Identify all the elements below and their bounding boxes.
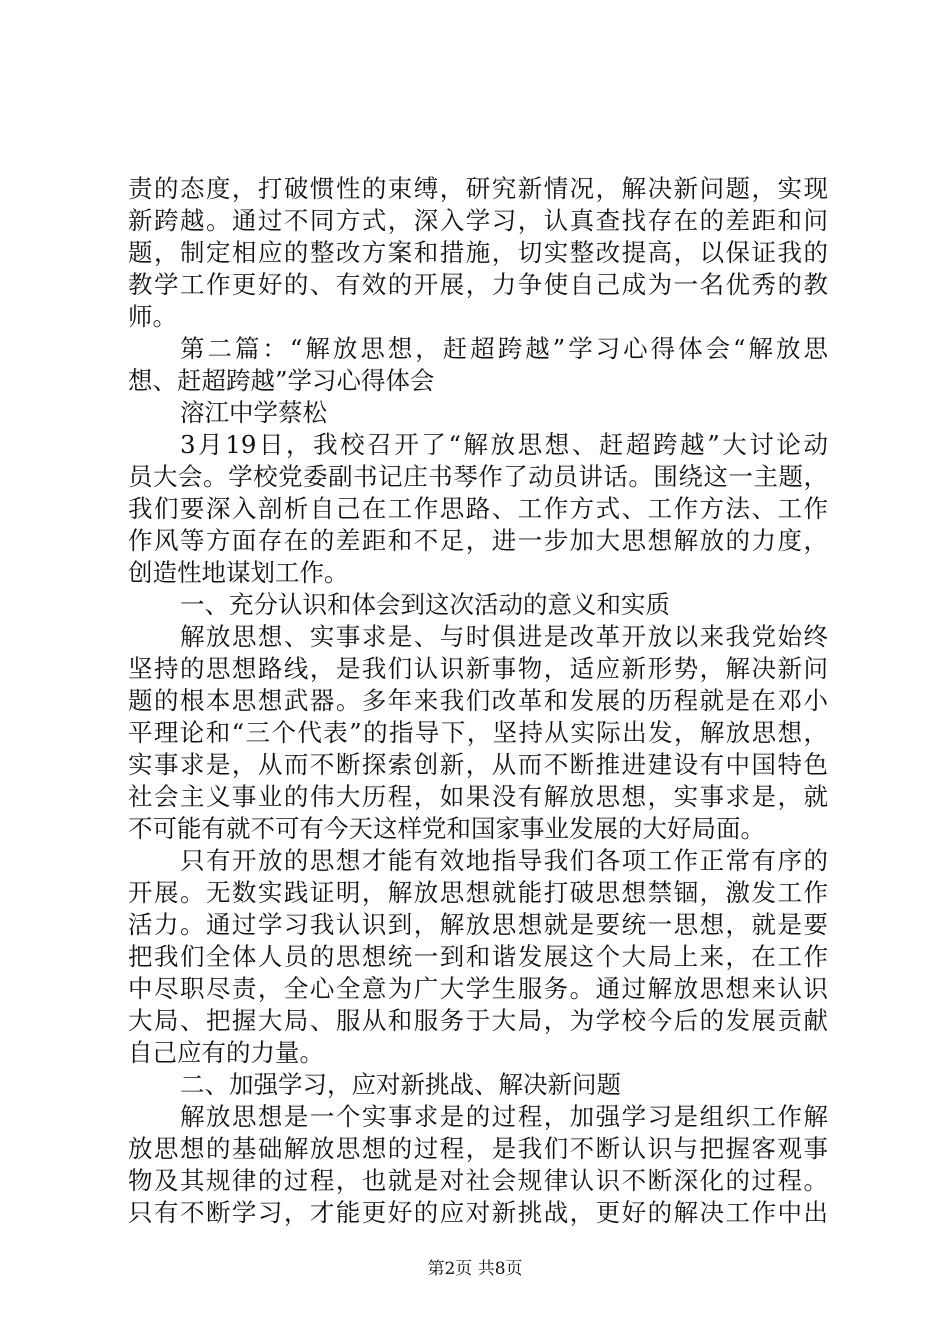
section-heading: 第二篇：“解放思想，赶超跨越”学习心得体会“解放思 <box>180 334 828 363</box>
text-line: 只有不断学习，才能更好的应对新挑战，更好的解决工作中出 <box>128 1198 828 1227</box>
text-line: 创造性地谋划工作。 <box>128 558 349 587</box>
text-line: 坚持的思想路线，是我们认识新事物，适应新形势，解决新问 <box>128 654 828 683</box>
text-line: 自己应有的力量。 <box>128 1038 324 1067</box>
text-line: 解放思想是一个实事求是的过程，加强学习是组织工作解 <box>180 1102 828 1131</box>
text-line: 中尽职尽责，全心全意为广大学生服务。通过解放思想来认识 <box>128 974 828 1003</box>
text-line: 社会主义事业的伟大历程，如果没有解放思想，实事求是，就 <box>128 782 828 811</box>
section-heading: 想、赶超跨越”学习心得体会 <box>128 366 435 395</box>
text-line: 师。 <box>128 302 177 331</box>
text-line: 放思想的基础解放思想的过程，是我们不断认识与把握客观事 <box>128 1134 828 1163</box>
text-line: 员大会。学校党委副书记庄书琴作了动员讲话。围绕这一主题， <box>128 462 828 491</box>
text-line: 实事求是，从而不断探索创新，从而不断推进建设有中国特色 <box>128 750 828 779</box>
subheading: 一、充分认识和体会到这次活动的意义和实质 <box>180 590 670 619</box>
text-line: 责的态度，打破惯性的束缚，研究新情况，解决新问题，实现 <box>128 174 828 203</box>
text-line: 题的根本思想武器。多年来我们改革和发展的历程就是在邓小 <box>128 686 828 715</box>
text-line: 大局、把握大局、服从和服务于大局，为学校今后的发展贡献 <box>128 1006 828 1035</box>
text-line: 作风等方面存在的差距和不足，进一步加大思想解放的力度， <box>128 526 828 555</box>
document-body <box>128 173 828 1229</box>
text-line: 只有开放的思想才能有效地指导我们各项工作正常有序的 <box>180 846 828 875</box>
text-line: 把我们全体人员的思想统一到和谐发展这个大局上来，在工作 <box>128 942 828 971</box>
text-line: 题，制定相应的整改方案和措施，切实整改提高，以保证我的 <box>128 238 828 267</box>
text-line: 平理论和“三个代表”的指导下，坚持从实际出发，解放思想， <box>128 718 828 747</box>
author-line: 溶江中学蔡松 <box>180 398 327 427</box>
text-line: 开展。无数实践证明，解放思想就能打破思想禁锢，激发工作 <box>128 878 828 907</box>
text-line: 教学工作更好的、有效的开展，力争使自己成为一名优秀的教 <box>128 270 828 299</box>
text-line: 物及其规律的过程，也就是对社会规律认识不断深化的过程。 <box>128 1166 828 1195</box>
text-line: 活力。通过学习我认识到，解放思想就是要统一思想，就是要 <box>128 910 828 939</box>
page-number-footer: 第2页 共8页 <box>427 1259 523 1279</box>
text-line: 我们要深入剖析自己在工作思路、工作方式、工作方法、工作 <box>128 494 828 523</box>
text-line: 不可能有就不可有今天这样党和国家事业发展的大好局面。 <box>128 814 765 843</box>
text-line: 新跨越。通过不同方式，深入学习，认真查找存在的差距和问 <box>128 206 828 235</box>
subheading: 二、加强学习，应对新挑战、解决新问题 <box>180 1070 621 1099</box>
text-line: 3月19日，我校召开了“解放思想、赶超跨越”大讨论动 <box>180 430 828 459</box>
text-line: 解放思想、实事求是、与时俱进是改革开放以来我党始终 <box>180 622 828 651</box>
